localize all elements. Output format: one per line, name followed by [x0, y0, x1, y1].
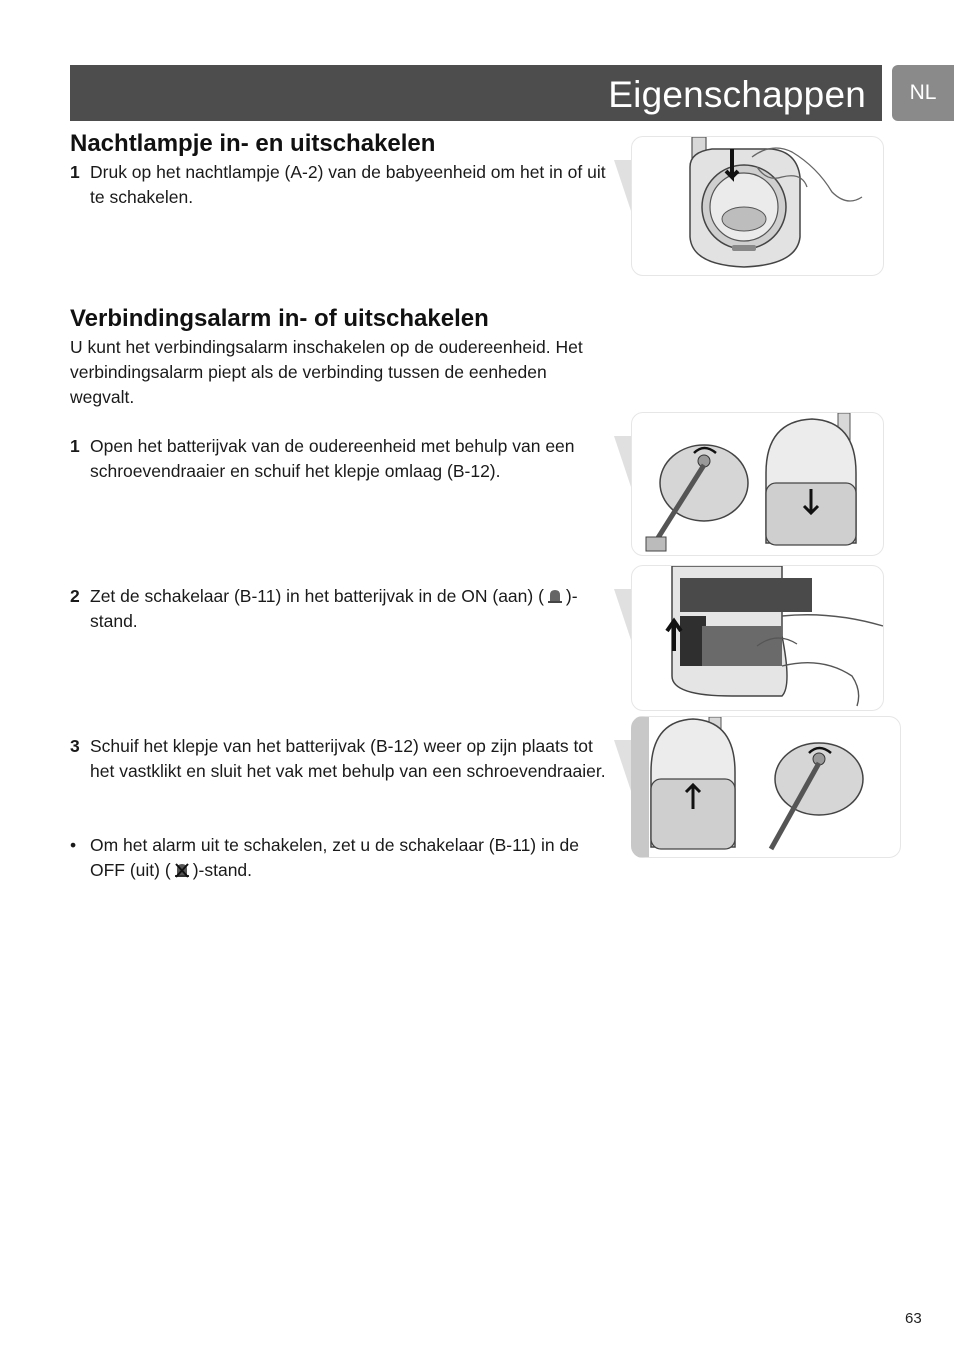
chapter-header-bar [70, 65, 882, 121]
bell-off-icon [173, 861, 191, 879]
battery-cover-open-illustration [632, 413, 883, 555]
bullet-text-after: )-stand. [192, 860, 253, 880]
page-number: 63 [905, 1310, 922, 1327]
step-number: 2 [70, 586, 80, 606]
step-number: 1 [70, 436, 80, 456]
alarm-off-bullet [70, 833, 610, 883]
figure-open-battery-compartment [631, 412, 884, 556]
language-tab: NL [892, 65, 954, 121]
section-heading-connection-alarm: Verbindingsalarm in- of uitschakelen [70, 305, 489, 332]
step-text: Open het batterijvak van de oudereenheid met behulp van een schroevendraaier en schuif het klepje omlaag (B-12). [90, 436, 575, 481]
battery-cover-closed-illustration [649, 717, 882, 857]
bullet-text-before: Om het alarm uit te schakelen, zet u de schakelaar (B-11) in de OFF (uit) ( [90, 835, 579, 880]
baby-unit-illustration [632, 137, 883, 275]
figure-close-battery-compartment [631, 716, 901, 858]
step-text-after: )-stand. [90, 586, 578, 631]
step-text: Druk op het nachtlampje (A-2) van de babyeenheid om het in of uit te schakelen. [90, 162, 606, 207]
section-heading-night-light: Nachtlampje in- en uitschakelen [70, 130, 436, 157]
figure-switch [631, 565, 884, 711]
alarm-step-3 [70, 734, 610, 784]
night-light-step-1 [70, 160, 610, 210]
figure-night-light [631, 136, 884, 276]
connection-alarm-intro: U kunt het verbindingsalarm inschakelen op de oudereenheid. Het verbindingsalarm piept als de verbinding tussen de eenheden wegvalt. [70, 337, 583, 407]
battery-switch-illustration [632, 566, 883, 710]
alarm-step-1 [70, 434, 610, 484]
step-text: Schuif het klepje van het batterijvak (B-12) weer op zijn plaats tot het vastklikt en sluit het vak met behulp van een schroevendraaier. [90, 736, 606, 781]
bullet-mark: • [70, 835, 77, 855]
chapter-title: Eigenschappen [608, 74, 866, 115]
bell-icon [546, 587, 564, 605]
step-text-before: Zet de schakelaar (B-11) in het batterijvak in de ON (aan) ( [90, 586, 544, 606]
step-number: 3 [70, 736, 80, 756]
alarm-step-2 [70, 584, 610, 634]
step-number: 1 [70, 162, 80, 182]
